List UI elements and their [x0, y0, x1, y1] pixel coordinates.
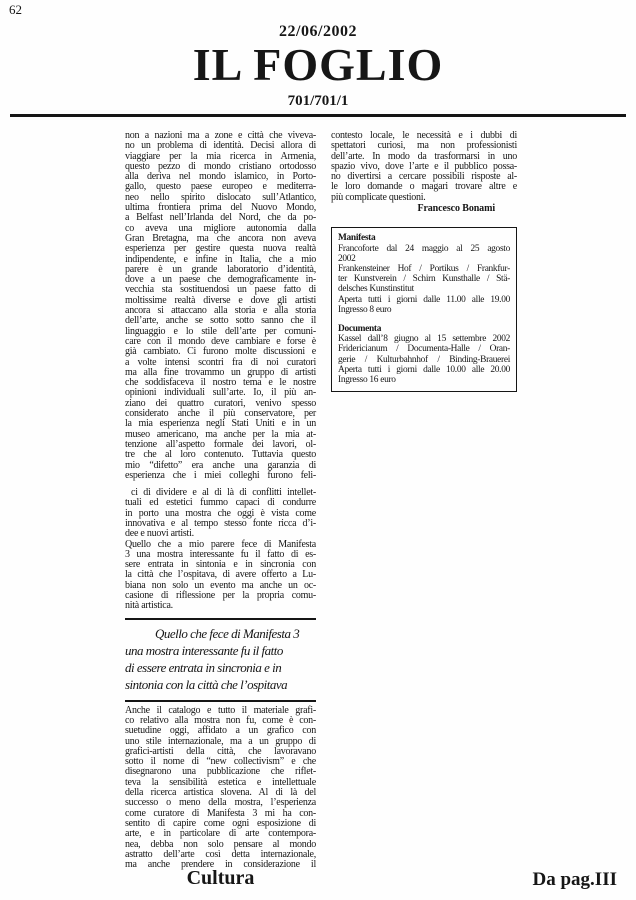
text-line: ancora si attaccano alla storia e alla storia: [125, 305, 316, 317]
text-line: questo pezzo di mondo cristiano ortodosso: [125, 160, 316, 172]
text-line: uno stile internazionale, ma a un gruppo di: [125, 735, 316, 747]
text-line: astratto dell’arte così detta internazionale,: [125, 848, 316, 860]
header-rule: [10, 114, 626, 117]
text-line: tenzione all’aspetto formale dei lavori, ol-: [125, 438, 316, 450]
text-line: suetudine oggi, affidato a un grafico con: [125, 725, 316, 737]
article-text-block-2: [125, 488, 316, 612]
text-line: opinioni individuali sull’arte. Io, il più an-: [125, 387, 316, 399]
text-line: alla deriva nel mondo islamico, in Porto-: [125, 171, 316, 183]
text-line: moltissime realtà diverse e dove gli artisti: [125, 294, 316, 306]
text-line: gerie / Kulturbahnhof / Binding-Brauerei: [338, 354, 510, 365]
text-line: Anche il catalogo e tutto il materiale grafi-: [125, 704, 316, 716]
text-line: parere è un grande laboratorio d’identità,: [125, 263, 316, 275]
text-line: ultima frontiera prima del Nuovo Mondo,: [125, 202, 316, 214]
text-line: vecchia sta sostituendosi un paese fatto di: [125, 284, 316, 296]
text-line: ter Kunstverein / Schirn Kunsthalle / Stä-: [338, 274, 510, 285]
text-line: sotto il nome di “new collectivism” e che: [125, 756, 316, 768]
article-right-column: [331, 131, 517, 392]
text-line: dell’arte, anche se sotto sotto sanno che il: [125, 315, 316, 327]
text-line: spazio vivo, dove l’arte e il pubblico possa-: [331, 160, 517, 172]
text-line: Quello che a mio parere fece di Manifesta: [125, 538, 316, 550]
text-line: indipendente, e infine in Italia, che a mio: [125, 253, 316, 265]
text-line: Ingresso 8 euro: [338, 304, 392, 315]
pull-quote: [125, 618, 316, 702]
text-line: Gran Bretagna, ma che ancora non aveva: [125, 232, 316, 244]
text-line: sere entrata in sintonia e in sincronia con: [125, 559, 316, 571]
text-line: co relativo alla mostra non fu, come è con-: [125, 714, 316, 726]
text-line: esperienza per gestire questa nuova realtà: [125, 243, 316, 255]
text-line: Aperta tutti i giorni dalle 11.00 alle 19.00: [338, 294, 510, 305]
text-line: di essere entrata in sincronia e in: [125, 659, 282, 675]
text-line: la mia esperienza negli Stati Uniti e in un: [125, 418, 316, 430]
text-line: le loro domande o magari trovare altre e: [331, 181, 517, 193]
text-line: una mostra interessante fu il fatto: [125, 642, 283, 658]
text-line: disegnarono una pubblicazione che riflet-: [125, 766, 316, 778]
text-line: grafici-artisti della città, che lavoravano: [125, 745, 316, 757]
text-line: 3 una mostra interessante fu il fatto di es-: [125, 548, 316, 560]
text-line: ziano dei quattro curatori, venivo spesso: [125, 397, 316, 409]
text-line: no un problema di identità. Decisi allora di: [125, 140, 316, 152]
masthead-title: IL FOGLIO: [192, 39, 444, 90]
text-line: come curatore di Manifesta 3 mi ha con-: [125, 807, 316, 819]
from-page-label: Da pag.III: [532, 869, 617, 890]
text-line: Francoforte dal 24 maggio al 25 agosto: [338, 243, 510, 254]
text-line: della ricerca artistica slovena. Al di là del: [125, 787, 316, 799]
text-line: nea, debba non solo pensare al mondo: [125, 838, 316, 850]
text-line: gallo, questo paese europeo e mediterra-: [125, 181, 316, 193]
page-number: 62: [9, 2, 22, 17]
text-line: Aperta tutti i giorni dalle 10.00 alle 20.00: [338, 364, 510, 375]
article-left-column: [125, 131, 316, 870]
text-line: arte, e in particolare di arte contempora-: [125, 828, 316, 840]
text-line: considerato anche il più conservatore, per: [125, 408, 316, 420]
text-line: in porto una mostra che oggi è vista come: [125, 507, 316, 519]
text-line: teva la sensibilità estetica e intellettuale: [125, 776, 316, 788]
text-line: linguaggio e lo stile dell’arte per comuni-: [125, 325, 316, 337]
article-text-block-1: [125, 131, 316, 481]
text-line: non a nazioni ma a zone e città che viveva-: [125, 130, 316, 141]
text-line: nità artistica.: [125, 600, 173, 612]
text-line: 2002: [338, 253, 356, 264]
text-line: successo o meno della mostra, l’esperienza: [125, 797, 316, 809]
text-line: già cambiato. Ci furono molte discussioni e: [125, 346, 316, 358]
text-line: ma alla fine trovammo un gruppo di artisti: [125, 366, 316, 378]
text-line: ci di dividere e al di là di conflitti intellet-: [131, 487, 316, 499]
text-line: Ingresso 16 euro: [338, 375, 396, 386]
text-line: più complicate questioni.: [331, 191, 426, 203]
info-box-section-title: Manifesta: [338, 233, 376, 244]
text-line: innovativa e al tempo stesso fonte ricca d’i-: [125, 517, 316, 529]
text-line: sintonia con la città che l’ospitava: [125, 676, 288, 692]
edition-code: 701/701/1: [287, 93, 349, 109]
text-line: a Belfast nell’Irlanda del Nord, che da po-: [125, 212, 316, 224]
text-line: Frankensteiner Hof / Portikus / Frankfur-: [338, 263, 510, 274]
info-box-section: [338, 233, 510, 315]
pull-quote-lines: [125, 625, 316, 693]
text-line: spettatori curiosi, ma non professionisti: [331, 140, 517, 152]
text-line: co aveva una migliore autonomia dalla: [125, 222, 316, 234]
text-line: la città che l’ospitava, di avere offerto a Lu-: [125, 569, 316, 581]
text-line: Kassel dall’8 giugno al 15 settembre 2002: [338, 334, 510, 345]
text-line: dell’arte. In modo da trasformarsi in uno: [331, 150, 517, 162]
exhibitions-info-box: [331, 227, 517, 392]
text-line: tuali ed estetici fummo capaci di condurre: [125, 497, 316, 509]
article-text-block-3: [125, 706, 316, 871]
clipping-date: 22/06/2002: [279, 23, 357, 40]
text-line: esperienza che i miei colleghi furono feli-: [125, 469, 316, 481]
text-line: che soddisfaceva il nostro tema e le nostre: [125, 377, 316, 389]
text-line: viaggiare per la mia ricerca in Armenia,: [125, 150, 316, 162]
text-line: ma anche prendere in considerazione il: [125, 859, 316, 871]
text-line: biana non solo un evento ma anche un oc-: [125, 579, 316, 591]
text-line: sentito di capire come ogni esposizione di: [125, 817, 316, 829]
text-line: no divertirsi a cercare possibili risposte al-: [331, 171, 517, 183]
info-box-section-title: Documenta: [338, 324, 382, 334]
info-box-section: [338, 324, 510, 385]
text-line: dove a un paese che demograficamente in-: [125, 274, 316, 286]
text-line: Quello che fece di Manifesta 3: [155, 625, 300, 641]
text-line: care con il mondo deve cambiare e forse è: [125, 335, 316, 347]
text-line: contesto locale, le necessità e i dubbi di: [331, 130, 517, 141]
text-line: museo americano, ma anche per la mia at-: [125, 428, 316, 440]
author-byline: Francesco Bonami: [417, 203, 495, 215]
text-line: delsches Kunstinstitut: [338, 284, 414, 295]
text-line: tre che al loro contenuto. Tuttavia questo: [125, 449, 316, 461]
text-line: casione di riflessione per la propria comu-: [125, 590, 316, 602]
text-line: neo nello spirito dislocato sull’Atlantico,: [125, 191, 316, 203]
text-line: a volte intensi scontri fra di noi curatori: [125, 356, 316, 368]
section-label: Cultura: [186, 867, 255, 889]
text-line: dee e nuovi artisti.: [125, 528, 194, 540]
article-text-block-right: [331, 131, 517, 203]
text-line: Fridericianum / Documenta-Halle / Oran-: [338, 344, 510, 355]
text-line: mio “difetto” era anche una garanzia di: [125, 459, 316, 471]
